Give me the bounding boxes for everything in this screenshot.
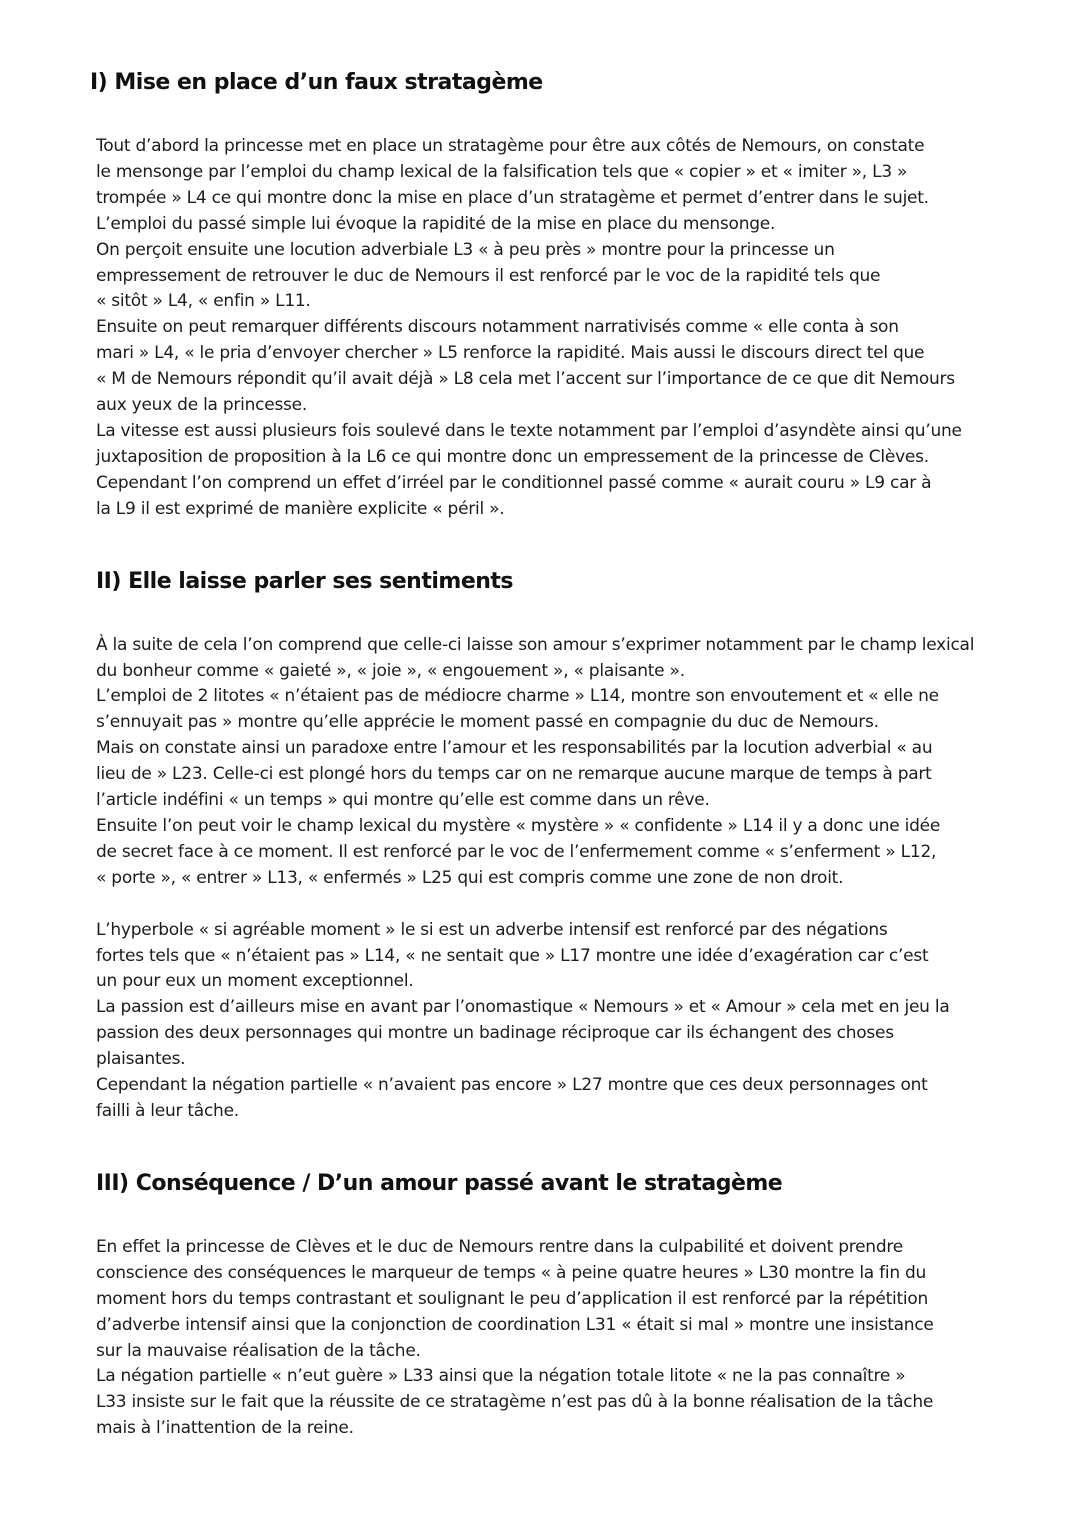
section-2-paragraph-1 xyxy=(96,633,976,892)
text-line: Tout d’abord la princesse met en place un stratagème pour être aux côtés de Nemours, on constate xyxy=(96,136,925,156)
text-line: plaisantes. xyxy=(96,1049,186,1070)
text-line: du bonheur comme « gaieté », « joie », « engouement », « plaisante ». xyxy=(96,660,685,681)
text-line: conscience des conséquences le marqueur de temps « à peine quatre heures » L30 montre la fin du xyxy=(96,1262,927,1283)
text-line: moment hors du temps contrastant et soulignant le peu d’application il est renforcé par la répétition xyxy=(96,1288,929,1309)
text-line: L’emploi de 2 litotes « n’étaient pas de médiocre charme » L14, montre son envoutement et « elle ne xyxy=(96,686,939,707)
text-line: L33 insiste sur le fait que la réussite de ce stratagème n’est pas dû à la bonne réalisation de la tâche xyxy=(96,1392,934,1413)
text-line: À la suite de cela l’on comprend que celle-ci laisse son amour s’exprimer notamment par le champ lexical xyxy=(96,634,975,655)
text-line: aux yeux de la princesse. xyxy=(96,395,308,416)
section-2-title: II) Elle laisse parler ses sentiments xyxy=(96,568,514,594)
section-2 xyxy=(96,567,976,1125)
text-line: Ensuite on peut remarquer différents discours notamment narrativisés comme « elle conta à son xyxy=(96,317,899,338)
text-line: Ensuite l’on peut voir le champ lexical du mystère « mystère » « confidente » L14 il y a donc une idée xyxy=(96,815,941,836)
text-line: La négation partielle « n’eut guère » L33 ainsi que la négation totale litote « ne la pas connaître » xyxy=(96,1366,906,1387)
text-line: d’adverbe intensif ainsi que la conjonction de coordination L31 « était si mal » montre une insistance xyxy=(96,1314,934,1335)
text-line: mais à l’inattention de la reine. xyxy=(96,1418,354,1439)
section-3 xyxy=(96,1169,976,1442)
text-line: s’ennuyait pas » montre qu’elle apprécie le moment passé en compagnie du duc de Nemours. xyxy=(96,712,879,733)
text-line: Cependant la négation partielle « n’avaient pas encore » L27 montre que ces deux personnages ont xyxy=(96,1075,928,1096)
text-line: mari » L4, « le pria d’envoyer chercher » L5 renforce la rapidité. Mais aussi le discours direct tel que xyxy=(96,343,925,364)
section-2-paragraph-2 xyxy=(96,918,976,1125)
text-line: La vitesse est aussi plusieurs fois soulevé dans le texte notamment par l’emploi d’asyndète ainsi qu’une xyxy=(96,420,962,441)
text-line: la L9 il est exprimé de manière explicite « péril ». xyxy=(96,498,505,519)
section-3-title: III) Conséquence / D’un amour passé avant le stratagème xyxy=(96,1170,783,1196)
text-line: En effet la princesse de Clèves et le duc de Nemours rentre dans la culpabilité et doivent prendre xyxy=(96,1236,903,1257)
text-line: L’emploi du passé simple lui évoque la rapidité de la mise en place du mensonge. xyxy=(96,213,776,234)
section-3-paragraph xyxy=(96,1235,976,1442)
section-1-title: I) Mise en place d’un faux stratagème xyxy=(90,70,543,95)
section-1-paragraph xyxy=(96,134,976,523)
text-line: L’hyperbole « si agréable moment » le si est un adverbe intensif est renforcé par des négations xyxy=(96,919,888,940)
text-line: Mais on constate ainsi un paradoxe entre l’amour et les responsabilités par la locution adverbial « au xyxy=(96,738,933,759)
document-page xyxy=(90,68,976,1442)
text-line: « M de Nemours répondit qu’il avait déjà » L8 cela met l’accent sur l’importance de ce que dit Nemours xyxy=(96,369,955,390)
text-line: de secret face à ce moment. Il est renforcé par le voc de l’enfermement comme « s’enferment » L12, xyxy=(96,841,937,862)
text-line: fortes tels que « n’étaient pas » L14, « ne sentait que » L17 montre une idée d’exagération car c’est xyxy=(96,945,929,966)
text-line: l’article indéfini « un temps » qui montre qu’elle est comme dans un rêve. xyxy=(96,790,710,811)
text-line: failli à leur tâche. xyxy=(96,1101,239,1121)
text-line: un pour eux un moment exceptionnel. xyxy=(96,971,414,992)
text-line: Cependant l’on comprend un effet d’irréel par le conditionnel passé comme « aurait couru » L9 car à xyxy=(96,472,932,493)
text-line: « porte », « entrer » L13, « enfermés » L25 qui est compris comme une zone de non droit. xyxy=(96,867,844,888)
section-1 xyxy=(90,68,976,523)
text-line: sur la mauvaise réalisation de la tâche. xyxy=(96,1340,421,1361)
text-line: lieu de » L23. Celle-ci est plongé hors du temps car on ne remarque aucune marque de temps à part xyxy=(96,764,932,785)
text-line: On perçoit ensuite une locution adverbiale L3 « à peu près » montre pour la princesse un xyxy=(96,239,835,260)
text-line: La passion est d’ailleurs mise en avant par l’onomastique « Nemours » et « Amour » cela met en jeu la xyxy=(96,997,950,1018)
text-line: trompée » L4 ce qui montre donc la mise en place d’un stratagème et permet d’entrer dans le sujet. xyxy=(96,187,929,208)
text-line: empressement de retrouver le duc de Nemours il est renforcé par le voc de la rapidité tels que xyxy=(96,265,881,286)
text-line: « sitôt » L4, « enfin » L11. xyxy=(96,291,311,312)
text-line: le mensonge par l’emploi du champ lexical de la falsification tels que « copier » et « imiter », L3 » xyxy=(96,161,908,182)
text-line: passion des deux personnages qui montre un badinage réciproque car ils échangent des choses xyxy=(96,1023,894,1044)
text-line: juxtaposition de proposition à la L6 ce qui montre donc un empressement de la princesse de Clèves. xyxy=(96,446,929,467)
